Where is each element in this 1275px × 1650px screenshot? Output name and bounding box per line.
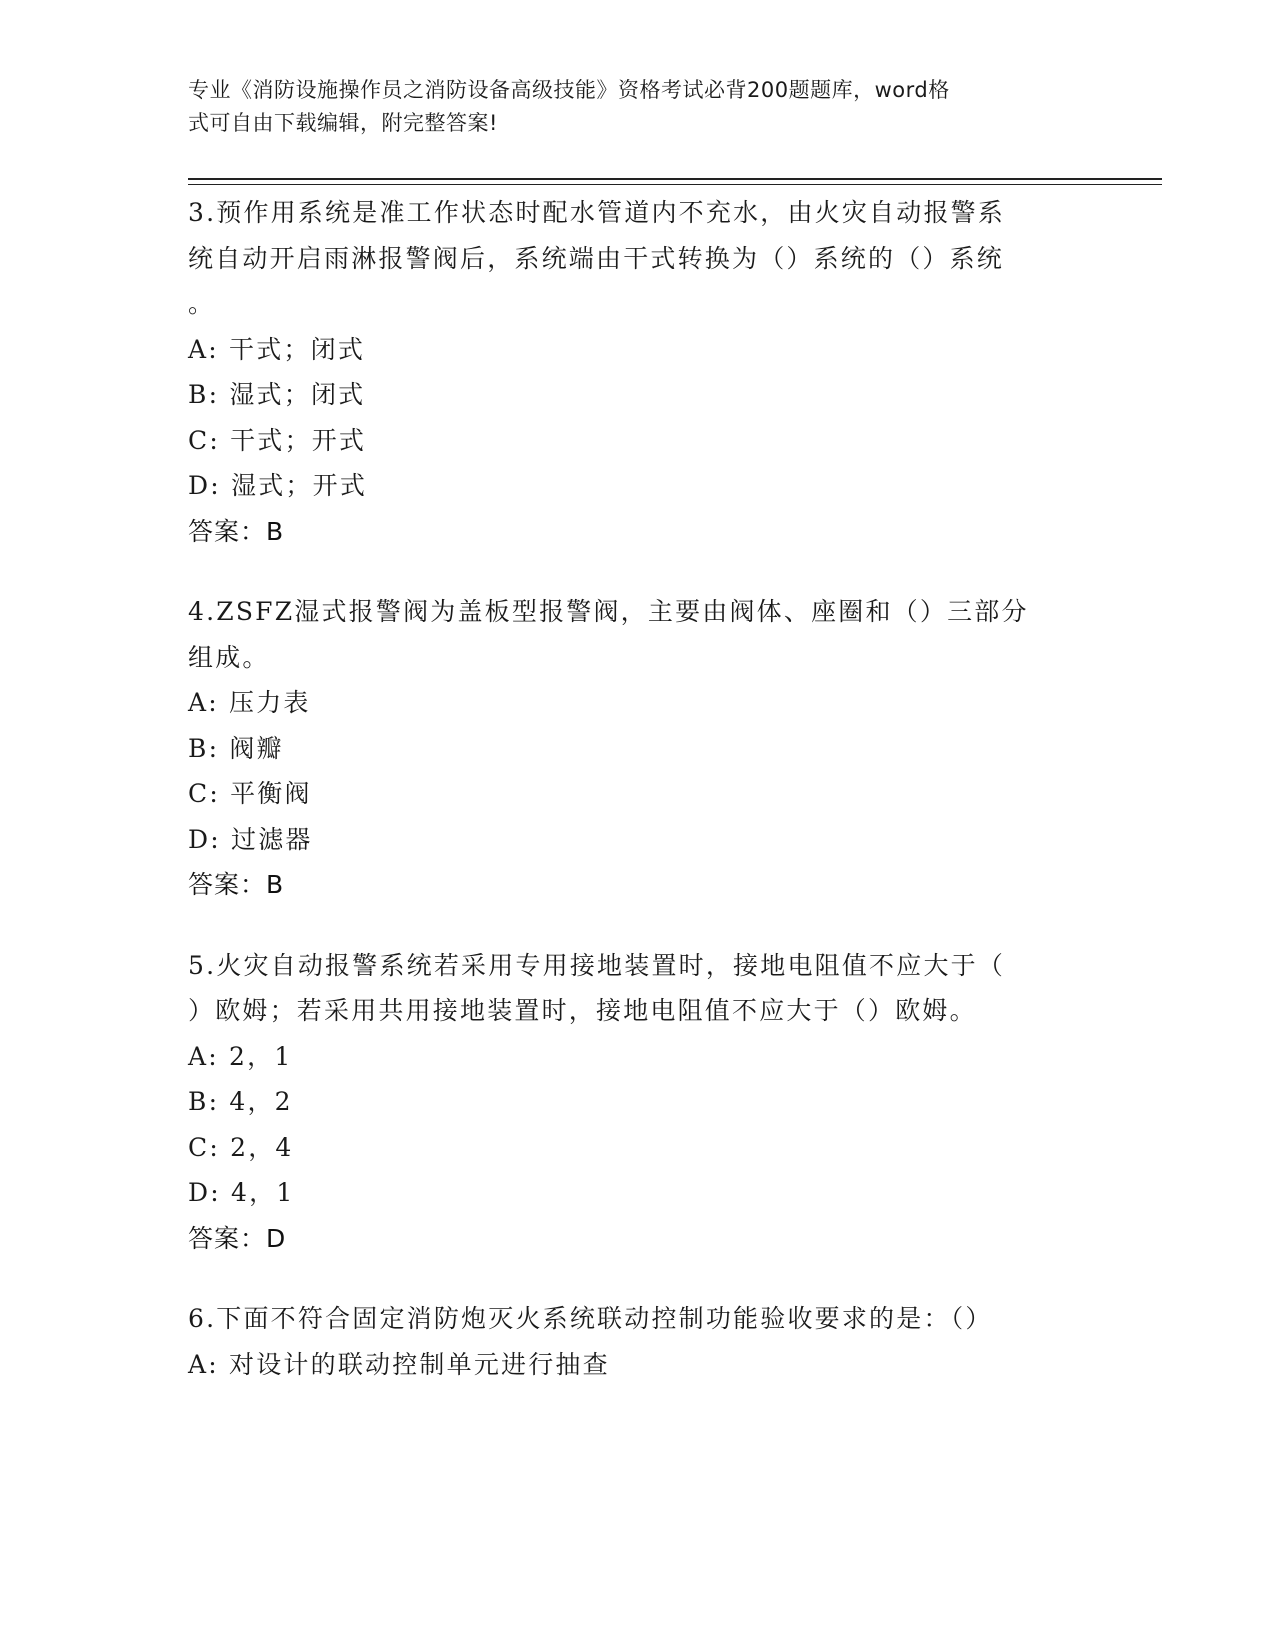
option-d: D: 4，1 [188, 1178, 295, 1207]
header-divider-thin [188, 184, 1162, 185]
question-6 [188, 1296, 1068, 1387]
question-text-line: 5.火灾自动报警系统若采用专用接地装置时，接地电阻值不应大于（ [188, 950, 1006, 980]
option-a: A: 2，1 [188, 1041, 293, 1071]
question-5 [188, 943, 1068, 1262]
option-a: A: 对设计的联动控制单元进行抽查 [188, 1349, 610, 1379]
document-header [188, 74, 1068, 140]
option-c: C: 干式；开式 [188, 425, 367, 455]
question-text-line: 组成。 [188, 642, 270, 672]
answer-line: 答案：B [188, 516, 285, 546]
option-a: A: 干式；闭式 [188, 334, 366, 364]
question-text-line: 。 [188, 289, 216, 318]
header-divider-thick [188, 178, 1162, 180]
question-text-line: 3.预作用系统是准工作状态时配水管道内不充水，由火灾自动报警系 [188, 198, 1006, 227]
header-title-line-1: 专业《消防设施操作员之消防设备高级技能》资格考试必背200题题库，word格 [188, 78, 950, 102]
question-text-line: 6.下面不符合固定消防炮灭火系统联动控制功能验收要求的是：（） [188, 1304, 993, 1333]
question-text-line: 4.ZSFZ湿式报警阀为盖板型报警阀，主要由阀体、座圈和（）三部分 [188, 597, 1029, 626]
question-4 [188, 589, 1068, 908]
option-c: C: 平衡阀 [188, 779, 312, 808]
option-c: C: 2，4 [188, 1132, 294, 1162]
option-b: B: 4，2 [188, 1087, 293, 1116]
question-text-line: 统自动开启雨淋报警阀后，系统端由干式转换为（）系统的（）系统 [188, 243, 1005, 273]
option-a: A: 压力表 [188, 688, 311, 717]
option-d: D: 湿式；开式 [188, 471, 368, 500]
answer-line: 答案：B [188, 870, 285, 899]
option-b: B: 湿式；闭式 [188, 380, 366, 409]
question-text-line: ）欧姆；若采用共用接地装置时，接地电阻值不应大于（）欧姆。 [188, 996, 977, 1025]
header-title-line-2: 式可自由下载编辑，附完整答案! [188, 111, 498, 135]
option-d: D: 过滤器 [188, 824, 313, 854]
question-list [188, 190, 1068, 1422]
answer-line: 答案：D [188, 1223, 287, 1253]
option-b: B: 阀瓣 [188, 733, 284, 763]
question-3 [188, 190, 1068, 554]
